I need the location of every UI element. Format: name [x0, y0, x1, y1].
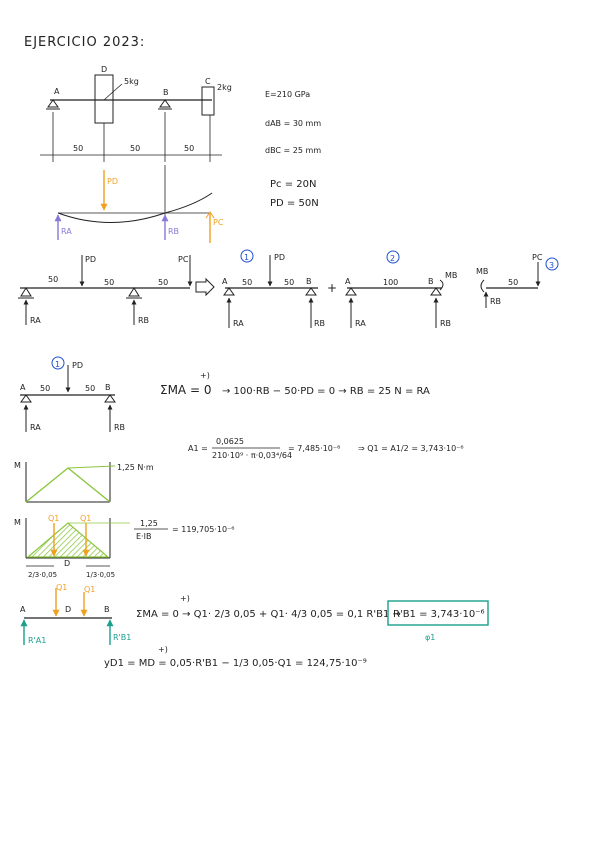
- main-pc: PC: [178, 255, 189, 264]
- area-computation: [188, 437, 464, 460]
- area-num: 0,0625: [216, 437, 244, 446]
- q1-right: Q1: [80, 514, 92, 523]
- s2-rb: RB: [440, 319, 452, 328]
- moment-triangle: [26, 468, 110, 502]
- mass-c-value: 2kg: [217, 83, 232, 92]
- s1-support-a-icon: [224, 288, 234, 295]
- s2-b: B: [428, 277, 434, 286]
- implies-arrow-icon: [196, 279, 214, 295]
- sub1-eq-sign: +): [200, 371, 210, 380]
- s1-pd: PD: [274, 253, 285, 262]
- sub1-number: 1: [244, 253, 250, 262]
- s2-a: A: [345, 277, 351, 286]
- dim-1: 50: [73, 144, 84, 153]
- diag-d: D: [64, 559, 71, 568]
- area-a1: A1 =: [188, 444, 208, 453]
- s3-dim: 50: [508, 278, 519, 287]
- s1-rb: RB: [314, 319, 326, 328]
- main-dim-2: 50: [104, 278, 115, 287]
- frac-res: = 119,705·10⁻⁶: [172, 525, 235, 534]
- sub1-l2: 50: [85, 384, 96, 393]
- s2-dim: 100: [383, 278, 399, 287]
- label-b: B: [163, 88, 169, 97]
- label-a: A: [54, 87, 60, 96]
- support-a-icon: [48, 100, 58, 107]
- prop-pd: PD = 50N: [270, 198, 319, 209]
- label-c: C: [205, 77, 211, 86]
- s1-dim-1: 50: [242, 278, 253, 287]
- s1-b: B: [306, 277, 312, 286]
- original-beam-figure: [40, 65, 232, 162]
- conj-q1-right: Q1: [84, 585, 96, 594]
- pd-label: PD: [107, 177, 118, 186]
- sub1-eq-sum: ΣMA = 0: [160, 383, 212, 397]
- conj-d: D: [65, 605, 72, 614]
- area-res2: ⇒ Q1 = A1/2 = 3,743·10⁻⁶: [358, 444, 464, 453]
- m-label-2: M: [14, 518, 21, 527]
- main-support-b-icon: [129, 288, 139, 296]
- deflection-sketch: [58, 165, 224, 243]
- prop-d-ab: dAB = 30 mm: [265, 119, 322, 128]
- exercise-title: EJERCICIO 2023:: [24, 35, 146, 50]
- sub1-rb: RB: [114, 423, 126, 432]
- deflected-shape: [58, 193, 212, 223]
- conj-eq: ΣMA = 0 → Q1· 2/3 0,05 + Q1· 4/3 0,05 = 0,1 R'B1 →: [136, 609, 401, 620]
- properties-list: [265, 90, 321, 209]
- main-dim-1: 50: [48, 275, 59, 284]
- conj-ra: R'A1: [28, 636, 47, 645]
- conj-q1-left: Q1: [56, 583, 68, 592]
- area-den: 210·10⁹ · π·0,03⁴/64: [212, 451, 293, 460]
- s1-a: A: [222, 277, 228, 286]
- conj-rb: R'B1: [113, 633, 132, 642]
- sub2-number: 2: [390, 254, 396, 263]
- s3-moment-icon: [481, 280, 484, 292]
- prop-d-bc: dBC = 25 mm: [265, 146, 322, 155]
- moment-diagrams: [14, 461, 234, 579]
- m-label-1: M: [14, 461, 21, 470]
- label-d: D: [101, 65, 108, 74]
- main-dim-3: 50: [158, 278, 169, 287]
- sub1-b: B: [105, 383, 111, 392]
- dim-3: 50: [184, 144, 195, 153]
- s2-support-a-icon: [346, 288, 356, 295]
- s2-mb: MB: [445, 271, 458, 280]
- s1-dim-2: 50: [284, 278, 295, 287]
- conj-eq-sign: +): [180, 594, 190, 603]
- main-pd: PD: [85, 255, 96, 264]
- s3-mb: MB: [476, 267, 489, 276]
- conj-a: A: [20, 605, 26, 614]
- s3-pc: PC: [532, 253, 543, 262]
- pc-label: PC: [213, 218, 224, 227]
- conj-boxed: R'B1 = 3,743·10⁻⁶: [393, 609, 485, 620]
- conj-b: B: [104, 605, 110, 614]
- sub3-number: 3: [549, 261, 555, 270]
- main-ra: RA: [30, 316, 41, 325]
- plus-sign: +: [327, 281, 338, 295]
- dim-2: 50: [130, 144, 141, 153]
- sub1-ra: RA: [30, 423, 41, 432]
- decomposition-row: [18, 250, 558, 328]
- rb-label: RB: [168, 227, 180, 236]
- s2-ra: RA: [355, 319, 366, 328]
- sub1-pd: PD: [72, 361, 83, 370]
- s1-support-b-icon: [306, 288, 316, 295]
- main-rb: RB: [138, 316, 150, 325]
- mass-c-box: [202, 87, 214, 115]
- frac-num: 1,25: [140, 519, 158, 528]
- s1-ra: RA: [233, 319, 244, 328]
- prop-pc: Pc = 20N: [270, 179, 317, 190]
- conjugate-beam: [20, 583, 488, 645]
- s3-rb: RB: [490, 297, 502, 306]
- moment-hatched: [28, 523, 108, 557]
- support-b-icon: [160, 100, 170, 107]
- main-support-a-icon: [21, 288, 31, 296]
- dim-left: 2/3·0,05: [28, 571, 58, 579]
- sub1-a: A: [20, 383, 26, 392]
- prop-e: E=210 GPa: [265, 90, 311, 99]
- ra-label: RA: [61, 227, 72, 236]
- sub1-equilibrium: [20, 357, 430, 432]
- final-displacement: [104, 645, 367, 669]
- final-sign: +): [158, 645, 168, 654]
- q1-left: Q1: [48, 514, 60, 523]
- mass-d-box: [95, 75, 113, 123]
- sub1-eq-number: 1: [55, 360, 61, 369]
- mass-d-value: 5kg: [124, 77, 139, 86]
- final-eq: yD1 = MD = 0,05·R'B1 − 1/3 0,05·Q1 = 124,75·10⁻⁹: [104, 658, 367, 669]
- conj-phi: φ1: [425, 633, 436, 642]
- dim-right: 1/3·0,05: [86, 571, 116, 579]
- frac-den: E·IB: [136, 532, 152, 541]
- s2-support-b-icon: [431, 288, 441, 295]
- moment-max: 1,25 N·m: [117, 463, 154, 472]
- area-res1: = 7,485·10⁻⁶: [288, 444, 341, 453]
- sub1-l1: 50: [40, 384, 51, 393]
- sub1-eq-body: → 100·RB − 50·PD = 0 → RB = 25 N = RA: [222, 386, 430, 397]
